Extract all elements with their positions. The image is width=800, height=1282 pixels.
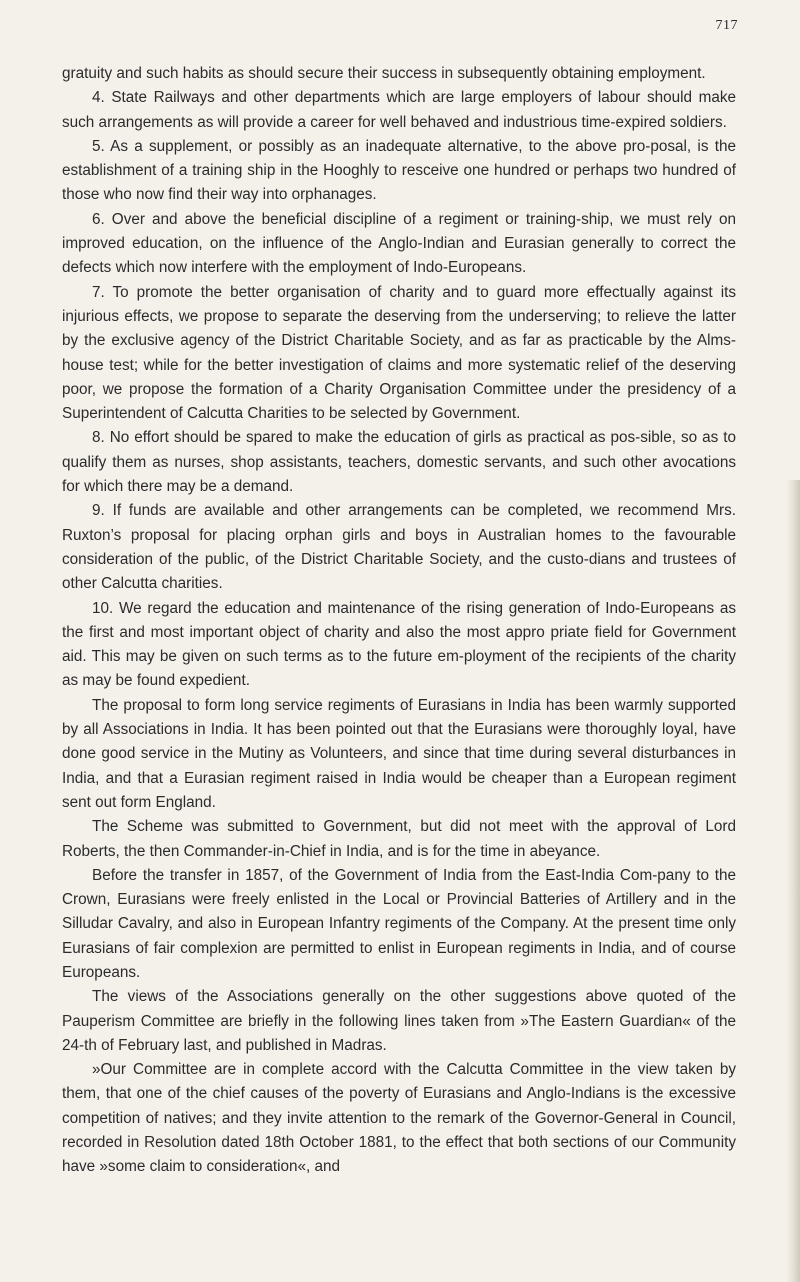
paragraph-continuation: gratuity and such habits as should secure their success in subsequently obtaining employment. (62, 65, 706, 82)
body-text (62, 62, 736, 1180)
paragraph-item-5: 5. As a supplement, or possibly as an inadequate alternative, to the above pro-posal, is the establishment of a training ship in the Hooghly to resceive one hundred or perhaps two hundred of those who now find their way into orphanages. (62, 137, 736, 204)
paragraph-item-7: 7. To promote the better organisation of charity and to guard more effectually against its injurious effects, we propose to separate the deserving from the underserving; to relieve the latter by the exclusive agency of the District Charitable Society, and as far as practicable by the Alms-house test; while for the better investigation of claims and more systematic relief of the deserving poor, we propose the formation of a Charity Organisation Committee under the presidency of a Superintendent of Calcutta Charities to be selected by Government. (62, 283, 736, 423)
paragraph-item-6: 6. Over and above the beneficial discipline of a regiment or training-ship, we must rely on improved education, on the influence of the Anglo-Indian and Eurasian generally to correct the defects which now interfere with the employment of Indo-Europeans. (62, 210, 736, 277)
paragraph-transfer-1857: Before the transfer in 1857, of the Government of India from the East-India Com-pany to the Crown, Eurasians were freely enlisted in the Local or Provincial Batteries of Artillery and in the Silludar Cavalry, and also in European Infantry regiments of the Company. At the present time only Eurasians of fair complexion are permitted to enlist in European regiments in India, and of course Europeans. (62, 866, 736, 981)
paragraph-item-4: 4. State Railways and other departments which are large employers of labour should make such arrangements as will provide a career for well behaved and industrious time-expired soldiers. (62, 89, 736, 131)
page-number: 717 (715, 18, 738, 33)
paragraph-item-8: 8. No effort should be spared to make the education of girls as practical as pos-sible, so as to qualify them as nurses, shop assistants, teachers, domestic servants, and such other avocations for which there may be a demand. (62, 429, 736, 496)
paragraph-committee-quote: »Our Committee are in complete accord with the Calcutta Committee in the view taken by them, that one of the chief causes of the poverty of Eurasians and Anglo-Indians is the excessive competition of natives; and they invite attention to the remark of the Governor-General in Council, recorded in Resolution dated 18th October 1881, to the effect that both sections of our Community have »some claim to consideration«, and (62, 1061, 736, 1176)
paragraph-item-10: 10. We regard the education and maintenance of the rising generation of Indo-Europeans as the first and most important object of charity and also the most appro priate field for Government aid. This may be given on such terms as to the future em-ployment of the recipients of the charity as may be found expedient. (62, 599, 736, 690)
paragraph-regiments-proposal: The proposal to form long service regiments of Eurasians in India has been warmly supported by all Associations in India. It has been pointed out that the Eurasians were thoroughly loyal, have done good service in the Mutiny as Volunteers, and since that time during several disturbances in India, and that a Eurasian regiment raised in India would be cheaper than a European regiment sent out form England. (62, 696, 736, 811)
paragraph-associations-views: The views of the Associations generally on the other suggestions above quoted of the Pauperism Committee are briefly in the following lines taken from »The Eastern Guardian« of the 24-th of February last, and published in Madras. (62, 988, 736, 1054)
page-edge-shadow (786, 480, 800, 1282)
paragraph-scheme-submitted: The Scheme was submitted to Government, but did not meet with the approval of Lord Roberts, the then Commander-in-Chief in India, and is for the time in abeyance. (62, 818, 736, 860)
paragraph-item-9: 9. If funds are available and other arrangements can be completed, we recommend Mrs. Ruxton’s proposal for placing orphan girls and boys in Australian homes to the favourable consideration of the public, of the District Charitable Society, and the custo-dians and trustees of other Calcutta charities. (62, 502, 736, 593)
